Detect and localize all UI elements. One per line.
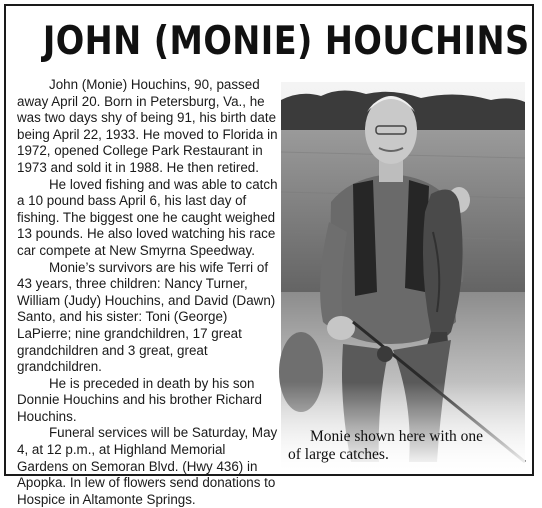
obituary-body [17,77,278,508]
paragraph-preceded: He is preceded in death by his son Donnie Houchins and his brother Richard Houchins. [17,375,262,424]
caption-line-2: of large catches. [288,446,389,463]
headline: JOHN (MONIE) HOUCHINS [42,19,530,64]
obituary-card [4,4,534,507]
paragraph-fishing: He loved fishing and was able to catch a 10 pound bass April 6, his last day of fishing. The biggest one he caught weighed 13 pounds. He also loved watching his race car compete at New Smyrna Speedway. [17,176,278,258]
photo-caption [286,428,526,464]
paragraph-services: Funeral services will be Saturday, May 4, at 12 p.m., at Highland Memorial Gardens on Semoran Blvd. (Hwy 436) in Apopka. In lew of flowers send donations to Hospice in Altamonte Springs. [17,425,278,507]
paragraph-survivors: Monie’s survivors are his wife Terri of 43 years, three children: Nancy Turner, William (Judy) Houchins, and David (Dawn) Santo, and his sister: Toni (George) LaPierre; nine grandchildren, 17 great grandchildren and 3 great, great grandchildren. [17,259,276,375]
photo-illustration [281,82,525,470]
caption-line-1: Monie shown here with one [310,428,484,445]
paragraph-intro: John (Monie) Houchins, 90, passed away April 20. Born in Petersburg, Va., he was two days shy of being 91, his birth date being April 22, 1933. He moved to Florida in 1972, opened College Park Restaurant in 1973 and sold it in 1988. He then retired. [17,77,278,175]
fishing-photo [281,82,525,470]
